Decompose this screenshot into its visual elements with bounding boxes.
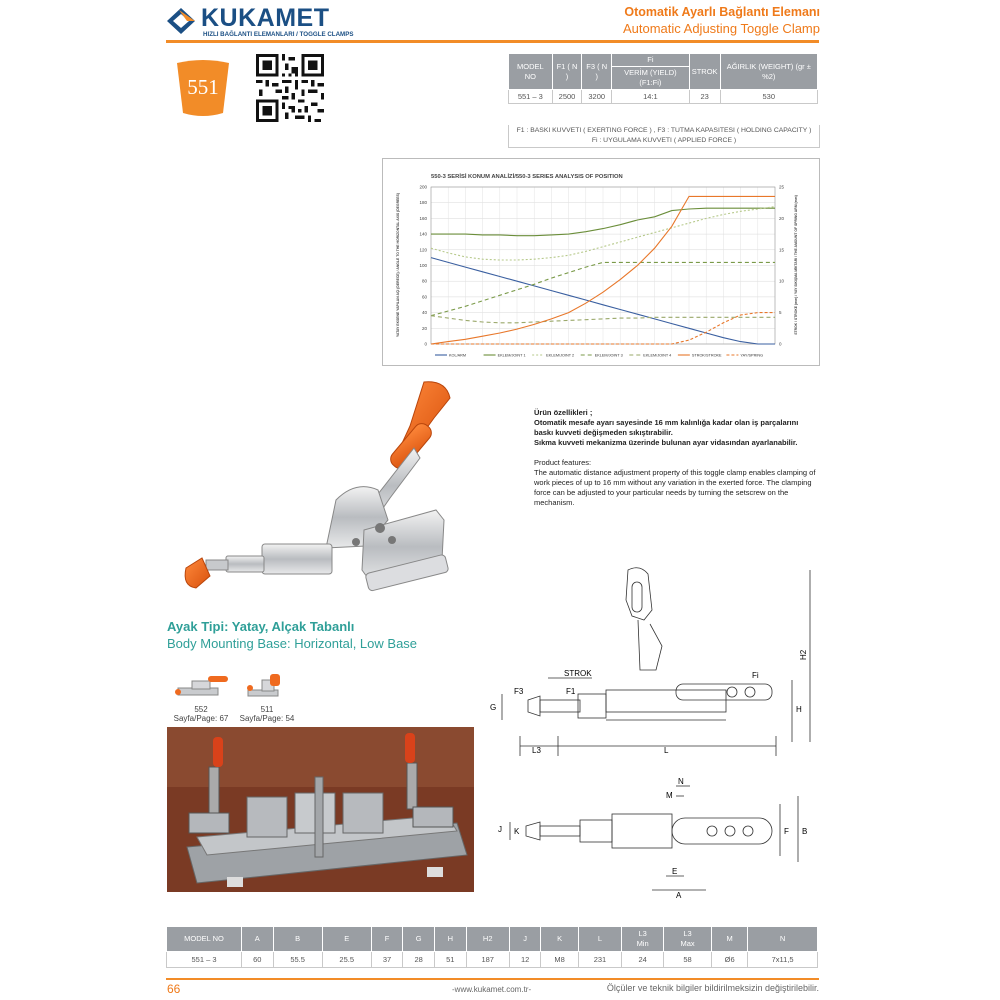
dim-f3: F3 (514, 687, 524, 696)
dim-fi: Fi (752, 671, 759, 680)
dims-header: MODEL NO (167, 927, 242, 952)
dims-header: H2 (466, 927, 509, 952)
chart-tick-label: 10 (779, 278, 785, 284)
chart-tick-label: 60 (421, 294, 427, 300)
spec-cell: 2500 (552, 90, 582, 104)
chart-legend-label: EKLEM/JOINT 1 (497, 353, 526, 358)
spec-notes (508, 125, 820, 148)
dims-header: L3 Max (664, 927, 712, 952)
dim-h: H (796, 705, 802, 714)
mounting-title-en: Body Mounting Base: Horizontal, Low Base (167, 636, 418, 651)
dims-header: K (541, 927, 578, 952)
header-divider (166, 40, 819, 43)
dims-cell: 58 (664, 952, 712, 968)
page-title-en: Automatic Adjusting Toggle Clamp (622, 21, 820, 36)
spec-header-stroke: STROK (689, 54, 720, 90)
dims-cell: Ø6 (712, 952, 748, 968)
dim-f1: F1 (566, 687, 576, 696)
spec-table (508, 53, 818, 104)
dims-cell: 37 (371, 952, 403, 968)
chart-svg (383, 159, 819, 365)
product-features (534, 408, 818, 508)
product-photo (166, 370, 466, 610)
dims-header: G (403, 927, 435, 952)
related-model: 511 (260, 705, 274, 714)
dim-e: E (672, 867, 678, 876)
spec-cell: 23 (689, 90, 720, 104)
spec-header-weight: AĞIRLIK (WEIGHT) (gr ±%2) (720, 54, 817, 90)
kukamet-logo-icon (165, 6, 199, 36)
features-title-en: Product features: (534, 458, 592, 467)
chart-tick-label: 25 (779, 184, 785, 190)
brand-subtitle: HIZLI BAĞLANTI ELEMANLARI / TOGGLE CLAMPS (203, 31, 354, 38)
dim-g: G (490, 703, 497, 712)
dims-cell: 12 (509, 952, 541, 968)
dim-l3: L3 (532, 746, 541, 755)
related-model: 552 (194, 705, 208, 714)
features-body-en: The automatic distance adjustment property of this toggle clamp enables clamping of work pieces of up to 16 mm without any variation in the exerted force. The clamping force can be adjusted to your particular needs by turning the setscrew on the mechanism. (534, 468, 816, 507)
dims-cell: M8 (541, 952, 578, 968)
dim-k: K (514, 827, 520, 836)
chart-tick-label: 80 (421, 278, 427, 284)
chart-tick-label: 180 (419, 200, 427, 206)
dim-f: F (784, 827, 789, 836)
chart-legend-label: EKLEM/JOINT 3 (594, 353, 623, 358)
dims-header: A (242, 927, 274, 952)
technical-drawing (480, 560, 820, 900)
dim-a: A (676, 891, 682, 900)
chart-tick-label: 40 (421, 310, 427, 316)
spec-cell: 3200 (582, 90, 612, 104)
brand-logo (165, 4, 354, 40)
dims-header: N (748, 927, 818, 952)
dim-m: M (666, 791, 673, 800)
dim-h2: H2 (799, 649, 808, 660)
toggle-clamp-thumb-icon (172, 672, 230, 700)
chart-tick-label: 100 (419, 263, 427, 268)
dimensions-table (166, 926, 818, 968)
spec-cell: 530 (720, 90, 817, 104)
spec-cell: 551 – 3 (509, 90, 553, 104)
toggle-clamp-thumb-icon (238, 672, 296, 700)
dims-cell: 24 (622, 952, 664, 968)
dims-header: L (578, 927, 621, 952)
dims-cell: 187 (466, 952, 509, 968)
spec-note-line: F1 : BASKI KUVVETI ( EXERTING FORCE ) , F3 : TUTMA KAPASITESI ( HOLDING CAPACITY ) (516, 127, 812, 134)
dims-header: E (322, 927, 371, 952)
dims-header: M (712, 927, 748, 952)
chart-title: 550-3 SERİSİ KONUM ANALİZİ/550-3 SERIES ANALYSIS OF POSITION (431, 174, 623, 180)
related-product-511[interactable] (238, 672, 296, 723)
chart-legend-label: EKLEM/JOINT 2 (546, 353, 575, 358)
page-title-tr: Otomatik Ayarlı Bağlantı Elemanı (624, 5, 820, 19)
spec-note-line: Fi : UYGULAMA KUVVETI ( APPLIED FORCE ) (591, 137, 737, 144)
chart-tick-label: 160 (419, 215, 427, 221)
disclaimer: Ölçüler ve teknik bilgiler bildirilmeksizin değiştirilebilir. (606, 983, 819, 993)
features-title-tr: Ürün özellikleri ; (534, 408, 593, 417)
spec-header-yield: VERİM (YIELD) (F1:Fi) (612, 67, 690, 90)
spec-header-fi: Fi (612, 54, 690, 67)
chart-tick-label: 0 (779, 341, 782, 347)
spec-header-f3: F3 ( N ) (582, 54, 612, 90)
dims-header: J (509, 927, 541, 952)
brand-name: KUKAMET (201, 4, 330, 32)
chart-legend-label: YAY/SPRING (740, 353, 764, 358)
chart-tick-label: 120 (419, 247, 427, 253)
model-badge-label: 551 (187, 75, 219, 99)
spec-cell: 14:1 (612, 90, 690, 104)
chart-tick-label: 20 (421, 325, 427, 331)
chart-tick-label: 140 (419, 231, 427, 237)
dims-header: F (371, 927, 403, 952)
chart-ylabel-left: YATAY EKSENE YAPILAN AÇI (DERECE) / ANGLE TO THE HORIZONTAL AXIS (DEGREES) (396, 193, 400, 337)
dims-cell: 551 – 3 (167, 952, 242, 968)
dims-cell: 51 (434, 952, 466, 968)
features-line-tr-1: Otomatik mesafe ayarı sayesinde 16 mm kalınlığa kadar olan iş parçalarını baskı kuvveti değişmeden sıkıştırabilir. (534, 418, 799, 437)
dims-cell: 7x11,5 (748, 952, 818, 968)
chart-tick-label: 200 (419, 184, 427, 190)
application-photo (167, 727, 474, 892)
mounting-title-tr: Ayak Tipi: Yatay, Alçak Tabanlı (167, 619, 355, 634)
dim-b: B (802, 827, 808, 836)
dims-cell: 60 (242, 952, 274, 968)
chart-tick-label: 20 (779, 215, 785, 221)
dim-n: N (678, 777, 684, 786)
model-badge (171, 59, 235, 117)
page-number: 66 (167, 982, 181, 996)
related-page: Sayfa/Page: 54 (239, 714, 295, 723)
dims-cell: 28 (403, 952, 435, 968)
dims-header: L3 Min (622, 927, 664, 952)
dims-cell: 231 (578, 952, 621, 968)
chart-legend-label: EKLEM/JOINT 4 (643, 353, 672, 358)
chart-legend-label: KOL/ARM (449, 353, 467, 358)
chart-ylabel-right: STROK / STROKE (mm) / YAY SIKIŞMA MİKTARI / THE AMOUNT OF SPRING ARM (mm) (794, 195, 798, 335)
footer-divider (166, 978, 819, 980)
related-product-552[interactable] (172, 672, 230, 723)
chart-tick-label: 15 (779, 247, 785, 253)
dims-cell: 55.5 (273, 952, 322, 968)
chart-tick-label: 5 (779, 310, 782, 316)
website-link[interactable]: -www.kukamet.com.tr- (452, 985, 532, 994)
qr-code-icon[interactable] (256, 54, 324, 122)
dims-header: H (434, 927, 466, 952)
dims-cell: 25.5 (322, 952, 371, 968)
position-analysis-chart (382, 158, 820, 366)
dim-strok: STROK (564, 669, 592, 678)
handle-right-icon (405, 733, 415, 763)
chart-tick-label: 0 (424, 341, 427, 347)
dims-header: B (273, 927, 322, 952)
chart-legend-label: STROK/STROKE (691, 353, 722, 358)
dim-l: L (664, 746, 669, 755)
handle-left-icon (213, 737, 223, 767)
dim-j: J (498, 825, 502, 834)
related-page: Sayfa/Page: 67 (173, 714, 229, 723)
features-line-tr-2: Sıkma kuvveti mekanizma üzerinde bulunan ayar vidasından ayarlanabilir. (534, 438, 798, 447)
spec-header-f1: F1 ( N ) (552, 54, 582, 90)
spec-header-model: MODEL NO (509, 54, 553, 90)
